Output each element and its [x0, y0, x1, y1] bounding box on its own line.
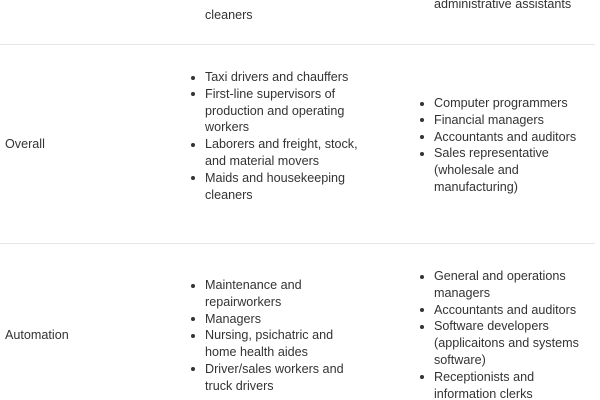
list-item: Maintenance and repairworkers: [190, 277, 365, 311]
row-divider: [0, 44, 595, 45]
list-item: Maids and housekeeping cleaners: [190, 170, 365, 204]
list-item: Nursing, psichatric and home health aides: [190, 327, 365, 361]
list-item: Managers: [190, 311, 365, 328]
overall-col-b-list: [419, 95, 599, 196]
list-item: Receptionists and information clerks: [419, 369, 599, 400]
top-row-col-a: [190, 0, 365, 24]
list-item: Computer programmers: [419, 95, 599, 112]
overall-col-a-list: [190, 69, 365, 203]
automation-col-a-list: [190, 277, 365, 395]
list-item: Driver/sales workers and truck drivers: [190, 361, 365, 395]
list-item: Financial managers: [419, 112, 599, 129]
row-divider: [0, 243, 595, 244]
list-item: Laborers and freight, stock, and material movers: [190, 136, 365, 170]
row-label-overall: Overall: [5, 137, 45, 151]
list-item: cleaners: [205, 7, 253, 22]
automation-col-b-list: [419, 268, 599, 400]
list-item: General and operations managers: [419, 268, 599, 302]
list-item: Software developers (applicaitons and systems software): [419, 318, 599, 368]
list-item: Accountants and auditors: [419, 129, 599, 146]
top-row-col-b: [419, 0, 599, 13]
list-item: Sales representative (wholesale and manufacturing): [419, 145, 599, 195]
list-item: administrative assistants: [434, 0, 572, 11]
list-item: First-line supervisors of production and operating workers: [190, 86, 365, 136]
list-item: Accountants and auditors: [419, 302, 599, 319]
list-item: [190, 0, 365, 7]
list-item: Taxi drivers and chauffers: [190, 69, 365, 86]
row-label-automation: Automation: [5, 328, 69, 342]
